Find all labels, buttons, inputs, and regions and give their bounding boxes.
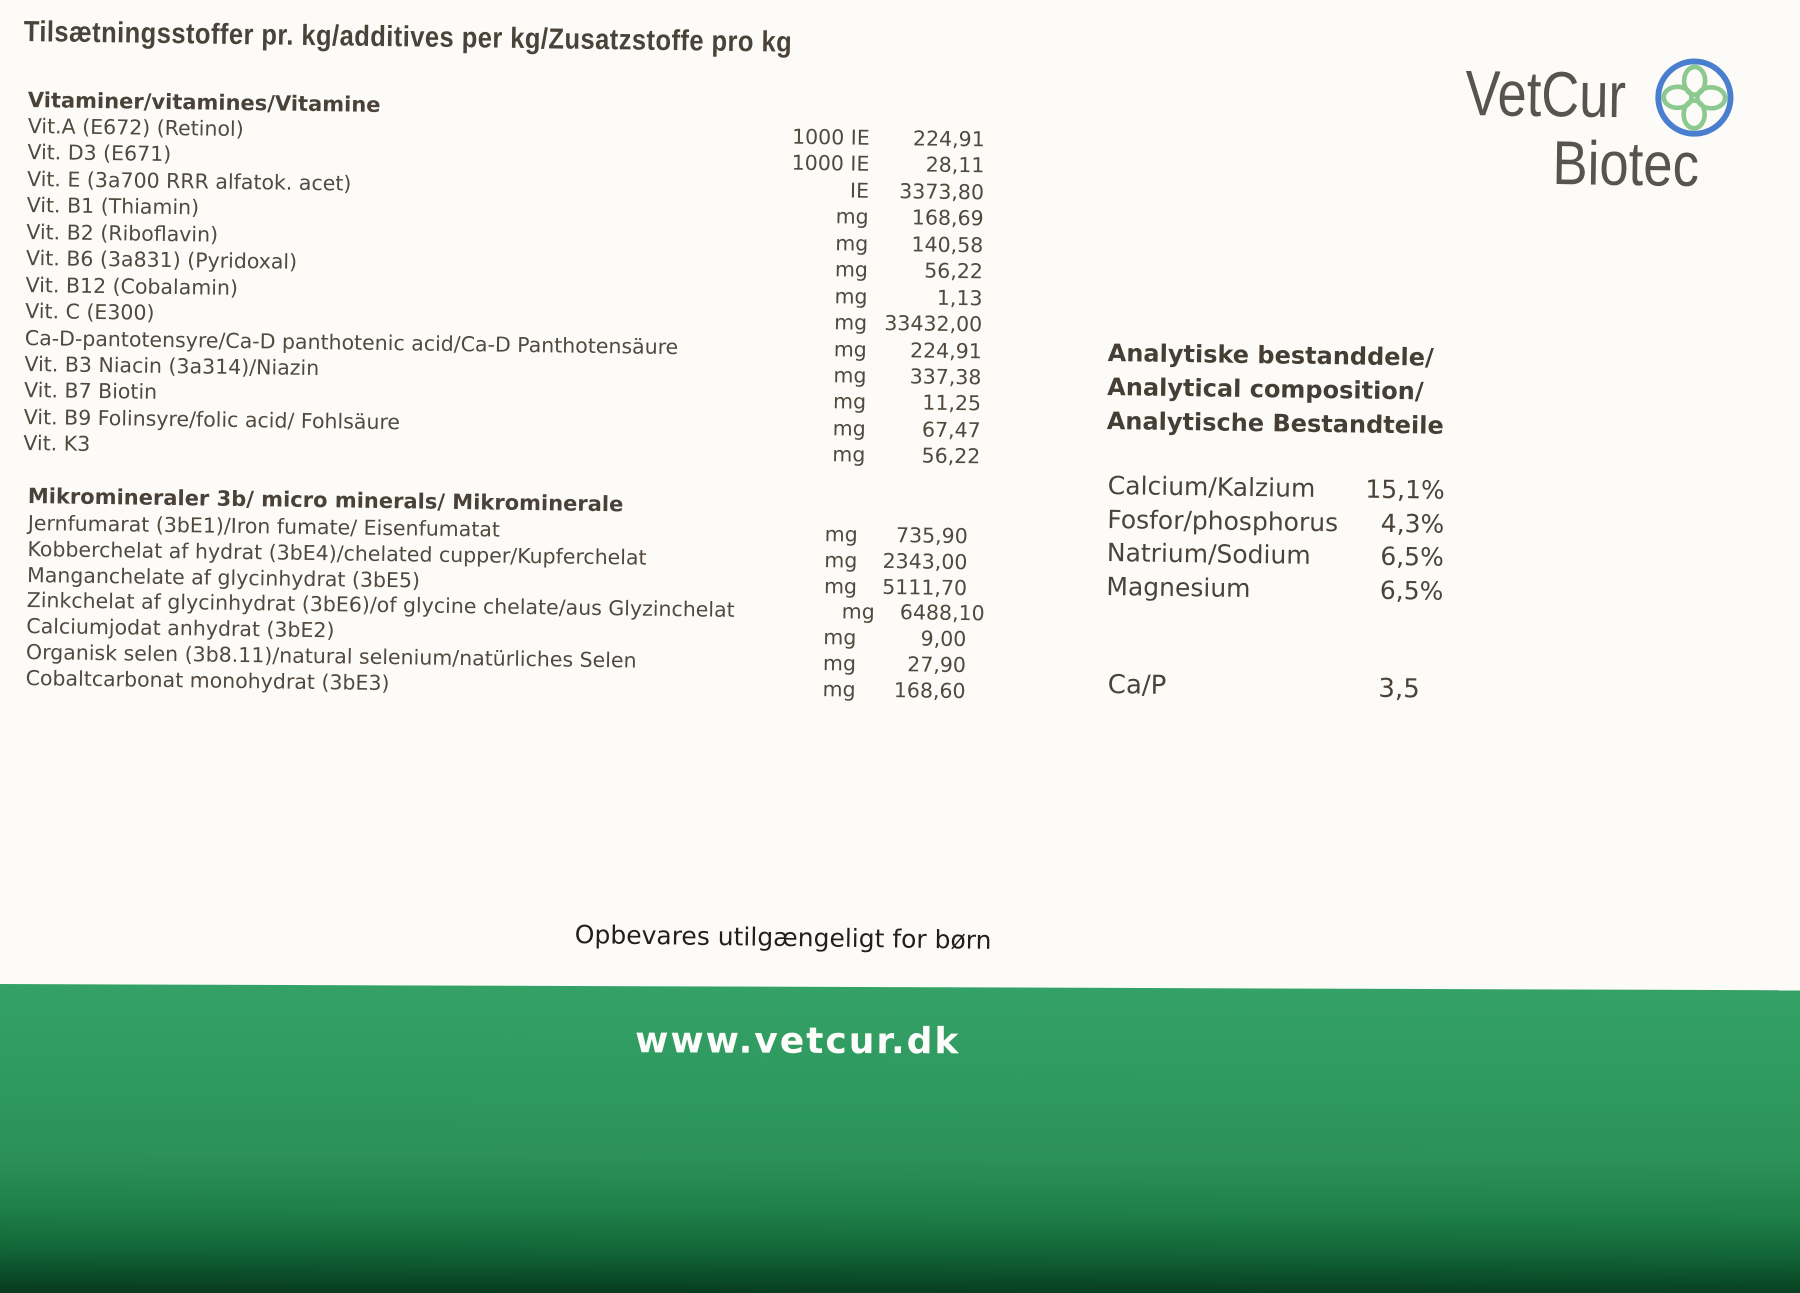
vitamin-value: 11,25 <box>922 390 982 416</box>
analysis-label: Fosfor/phosphorus <box>1107 504 1339 537</box>
vitamin-label: Vit. B12 (Cobalamin) <box>25 272 239 300</box>
vitamin-unit: mg <box>832 416 866 441</box>
page-title: Tilsætningsstoffer pr. kg/additives per kg/Zusatzstoffe pro kg <box>23 16 793 59</box>
vitamin-label: Vit. E (3a700 RRR alfatok. acet) <box>26 166 352 196</box>
vitamins-table <box>23 114 985 471</box>
mineral-unit: mg <box>823 625 857 650</box>
logo-biotec-text: Biotec <box>1552 128 1700 201</box>
vitamin-unit: mg <box>835 204 869 230</box>
ca-p-ratio-row <box>1108 670 1420 704</box>
vitamin-value: 140,58 <box>911 232 984 258</box>
analysis-row <box>1107 538 1444 576</box>
analysis-value: 6,5% <box>1379 575 1444 606</box>
vitamin-value: 3373,80 <box>899 179 985 205</box>
minerals-table <box>25 511 985 705</box>
vitamin-unit: mg <box>835 231 869 256</box>
vitamin-label: Vit. B7 Biotin <box>23 378 158 405</box>
mineral-value: 27,90 <box>907 652 967 678</box>
mineral-label: Jernfumarat (3bE1)/Iron fumate/ Eisenfumatat <box>27 511 501 542</box>
analysis-label: Calcium/Kalzium <box>1107 471 1316 503</box>
mineral-label: Zinkchelat af glycinhydrat (3bE6)/of glycine chelate/aus Glyzinchelat <box>26 588 735 623</box>
mineral-label: Cobaltcarbonat monohydrat (3bE3) <box>25 665 390 695</box>
analysis-heading-line: Analytische Bestandteile <box>1106 406 1444 440</box>
analysis-value: 15,1% <box>1365 474 1445 505</box>
vitamin-label: Vit. B6 (3a831) (Pyridoxal) <box>25 246 298 274</box>
vitamin-unit: 1000 IE <box>791 151 870 177</box>
mineral-unit: mg <box>822 651 857 676</box>
analysis-heading <box>1107 336 1445 443</box>
vitamin-unit: mg <box>832 389 867 415</box>
mineral-label: Organisk selen (3b8.11)/natural selenium/natürliches Selen <box>25 639 637 673</box>
analysis-row <box>1106 572 1443 610</box>
vitamin-label: Vit. B2 (Riboflavin) <box>26 219 219 247</box>
vitamin-label: Vit. B9 Folinsyre/folic acid/ Fohlsäure <box>23 404 401 435</box>
ratio-label: Ca/P <box>1107 670 1167 701</box>
mineral-value: 735,90 <box>895 523 968 549</box>
mineral-value: 5111,70 <box>882 574 968 600</box>
analysis-label: Natrium/Sodium <box>1106 538 1311 571</box>
mineral-value: 2343,00 <box>882 548 968 574</box>
mineral-label: Calciumjodat anhydrat (3bE2) <box>26 614 335 643</box>
vitamins-heading: Vitaminer/vitamines/Vitamine <box>27 88 381 117</box>
vitamin-unit: mg <box>834 257 869 282</box>
vitamin-label: Vit. K3 <box>23 431 91 457</box>
analysis-heading-line: Analytiske bestanddele/ <box>1107 338 1434 372</box>
analysis-row <box>1108 471 1445 509</box>
vitamin-label: Vit. B3 Niacin (3a314)/Niazin <box>24 351 320 381</box>
analysis-label: Magnesium <box>1106 571 1251 603</box>
vitamin-value: 168,69 <box>911 205 984 231</box>
vitamin-value: 33432,00 <box>884 311 983 337</box>
vitamin-unit: mg <box>833 336 867 362</box>
mineral-value: 9,00 <box>920 626 967 652</box>
ratio-value: 3,5 <box>1378 673 1420 705</box>
vitamin-label: Vit. C (E300) <box>25 299 155 325</box>
vitamin-label: Vit. D3 (E671) <box>27 140 172 167</box>
mineral-label: Kobberchelat af hydrat (3bE4)/chelated cupper/Kupferchelat <box>27 536 647 570</box>
vitamin-label: Vit.A (E672) (Retinol) <box>27 114 244 142</box>
analysis-heading-line: Analytical composition/ <box>1107 372 1424 406</box>
mineral-value: 168,60 <box>893 677 966 703</box>
mineral-unit: mg <box>841 599 875 625</box>
analysis-table <box>1106 471 1445 610</box>
vitamin-value: 56,22 <box>924 258 984 284</box>
vitamin-value: 1,13 <box>936 285 983 310</box>
mineral-value: 6488,10 <box>899 600 985 626</box>
analysis-row <box>1107 505 1444 543</box>
vitamin-value: 56,22 <box>921 443 981 469</box>
mineral-label: Manganchelate af glycinhydrat (3bE5) <box>26 562 421 593</box>
analysis-value: 4,3% <box>1380 508 1445 539</box>
mineral-unit: mg <box>824 522 858 547</box>
vitamin-unit: mg <box>834 283 868 309</box>
vitamin-value: 28,11 <box>925 152 985 178</box>
vitamin-unit: mg <box>834 310 868 335</box>
mineral-unit: mg <box>824 547 858 573</box>
vitamin-label: Vit. B1 (Thiamin) <box>26 193 200 220</box>
mineral-unit: mg <box>822 676 856 702</box>
vitamin-unit: mg <box>833 363 867 388</box>
vitamin-value: 224,91 <box>912 126 985 152</box>
website-banner <box>0 984 1800 1293</box>
analysis-value: 6,5% <box>1380 541 1445 572</box>
logo-vetcur-text: VetCur <box>1464 56 1627 132</box>
vitamin-value: 337,38 <box>909 364 982 390</box>
minerals-heading: Mikromineraler 3b/ micro minerals/ Mikrominerale <box>27 484 624 517</box>
vitamin-unit: IE <box>849 178 870 203</box>
clover-icon <box>1652 54 1737 141</box>
vitamin-unit: 1000 IE <box>791 124 870 150</box>
vitamin-value: 224,91 <box>909 337 982 363</box>
website-url: www.vetcur.dk <box>635 1020 961 1063</box>
vitamin-label: Ca-D-pantotensyre/Ca-D panthotenic acid/Ca-D Panthotensäure <box>24 325 679 359</box>
mineral-unit: mg <box>823 573 858 599</box>
storage-notice: Opbevares utilgængeligt for børn <box>574 920 992 955</box>
vitamin-value: 67,47 <box>921 417 981 443</box>
vitamin-unit: mg <box>832 442 866 467</box>
